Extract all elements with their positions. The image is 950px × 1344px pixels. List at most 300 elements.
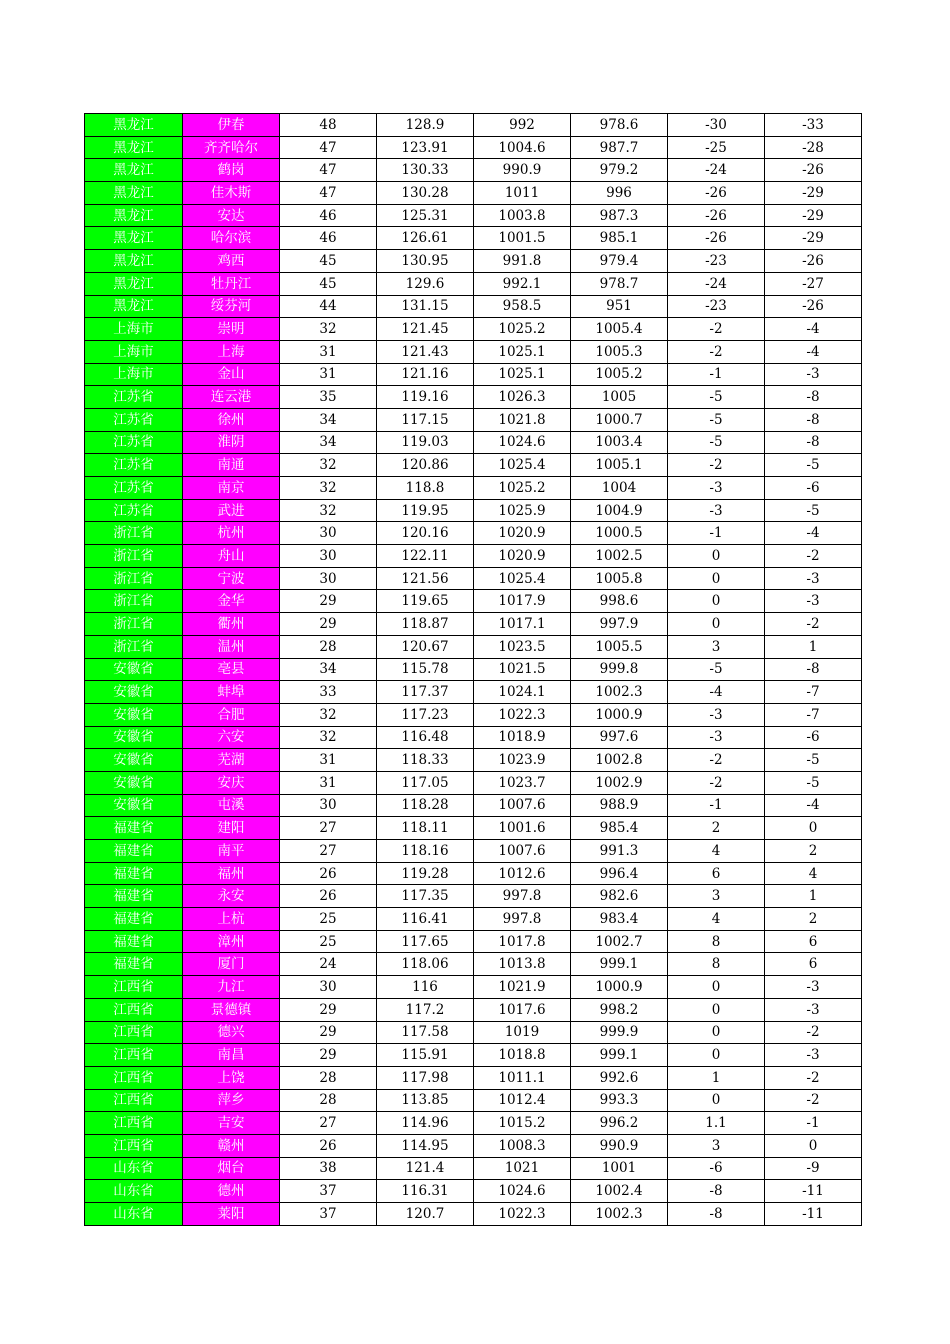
latitude-cell: 34 xyxy=(280,431,377,454)
pressure-winter-cell: 1017.1 xyxy=(474,613,571,636)
longitude-cell: 130.28 xyxy=(377,182,474,205)
value-a-cell: -8 xyxy=(668,1203,765,1226)
table-row xyxy=(85,976,862,999)
province-cell: 江苏省 xyxy=(85,477,183,500)
value-a-cell: 0 xyxy=(668,590,765,613)
province-cell: 安徽省 xyxy=(85,749,183,772)
table-row xyxy=(85,635,862,658)
value-b-cell: -4 xyxy=(765,318,862,341)
province-cell: 江苏省 xyxy=(85,454,183,477)
latitude-cell: 38 xyxy=(280,1157,377,1180)
longitude-cell: 117.37 xyxy=(377,681,474,704)
province-cell: 浙江省 xyxy=(85,567,183,590)
latitude-cell: 35 xyxy=(280,386,377,409)
value-a-cell: 1.1 xyxy=(668,1112,765,1135)
value-a-cell: 0 xyxy=(668,613,765,636)
city-cell: 南昌 xyxy=(183,1044,280,1067)
value-b-cell: 0 xyxy=(765,817,862,840)
pressure-winter-cell: 990.9 xyxy=(474,159,571,182)
pressure-winter-cell: 1025.4 xyxy=(474,454,571,477)
city-cell: 蚌埠 xyxy=(183,681,280,704)
value-a-cell: -30 xyxy=(668,114,765,137)
province-cell: 安徽省 xyxy=(85,794,183,817)
pressure-winter-cell: 1020.9 xyxy=(474,545,571,568)
city-cell: 赣州 xyxy=(183,1134,280,1157)
province-cell: 江苏省 xyxy=(85,499,183,522)
value-b-cell: -26 xyxy=(765,250,862,273)
value-a-cell: 0 xyxy=(668,1021,765,1044)
pressure-winter-cell: 992.1 xyxy=(474,272,571,295)
longitude-cell: 119.03 xyxy=(377,431,474,454)
value-b-cell: -8 xyxy=(765,658,862,681)
longitude-cell: 119.65 xyxy=(377,590,474,613)
latitude-cell: 31 xyxy=(280,771,377,794)
longitude-cell: 117.23 xyxy=(377,703,474,726)
value-a-cell: -3 xyxy=(668,499,765,522)
province-cell: 安徽省 xyxy=(85,658,183,681)
pressure-winter-cell: 1007.6 xyxy=(474,840,571,863)
latitude-cell: 24 xyxy=(280,953,377,976)
pressure-summer-cell: 1000.5 xyxy=(571,522,668,545)
longitude-cell: 120.67 xyxy=(377,635,474,658)
pressure-summer-cell: 997.6 xyxy=(571,726,668,749)
province-cell: 福建省 xyxy=(85,953,183,976)
longitude-cell: 116.48 xyxy=(377,726,474,749)
city-cell: 上饶 xyxy=(183,1066,280,1089)
table-row xyxy=(85,136,862,159)
pressure-summer-cell: 1002.9 xyxy=(571,771,668,794)
value-a-cell: -5 xyxy=(668,408,765,431)
value-a-cell: 2 xyxy=(668,817,765,840)
value-b-cell: -5 xyxy=(765,499,862,522)
value-a-cell: -25 xyxy=(668,136,765,159)
province-cell: 江苏省 xyxy=(85,386,183,409)
table-row xyxy=(85,159,862,182)
table-row xyxy=(85,114,862,137)
city-cell: 金华 xyxy=(183,590,280,613)
latitude-cell: 28 xyxy=(280,1066,377,1089)
table-row xyxy=(85,386,862,409)
pressure-winter-cell: 958.5 xyxy=(474,295,571,318)
value-a-cell: -5 xyxy=(668,386,765,409)
longitude-cell: 118.87 xyxy=(377,613,474,636)
pressure-summer-cell: 999.1 xyxy=(571,1044,668,1067)
latitude-cell: 46 xyxy=(280,227,377,250)
latitude-cell: 32 xyxy=(280,726,377,749)
pressure-summer-cell: 1001 xyxy=(571,1157,668,1180)
province-cell: 安徽省 xyxy=(85,681,183,704)
pressure-winter-cell: 1012.6 xyxy=(474,862,571,885)
value-b-cell: 2 xyxy=(765,840,862,863)
latitude-cell: 37 xyxy=(280,1180,377,1203)
city-cell: 鸡西 xyxy=(183,250,280,273)
longitude-cell: 120.86 xyxy=(377,454,474,477)
pressure-winter-cell: 1025.2 xyxy=(474,477,571,500)
table-row xyxy=(85,522,862,545)
value-b-cell: -3 xyxy=(765,363,862,386)
province-cell: 浙江省 xyxy=(85,522,183,545)
city-cell: 福州 xyxy=(183,862,280,885)
longitude-cell: 121.56 xyxy=(377,567,474,590)
pressure-winter-cell: 1023.7 xyxy=(474,771,571,794)
longitude-cell: 118.11 xyxy=(377,817,474,840)
pressure-summer-cell: 982.6 xyxy=(571,885,668,908)
longitude-cell: 131.15 xyxy=(377,295,474,318)
value-a-cell: 3 xyxy=(668,1134,765,1157)
table-row xyxy=(85,499,862,522)
city-cell: 吉安 xyxy=(183,1112,280,1135)
table-row xyxy=(85,1112,862,1135)
city-cell: 宁波 xyxy=(183,567,280,590)
province-cell: 江西省 xyxy=(85,976,183,999)
value-b-cell: -6 xyxy=(765,477,862,500)
pressure-summer-cell: 999.8 xyxy=(571,658,668,681)
table-row xyxy=(85,1066,862,1089)
pressure-winter-cell: 1025.1 xyxy=(474,340,571,363)
value-b-cell: -8 xyxy=(765,431,862,454)
latitude-cell: 31 xyxy=(280,749,377,772)
province-cell: 福建省 xyxy=(85,930,183,953)
city-cell: 南京 xyxy=(183,477,280,500)
value-a-cell: -23 xyxy=(668,295,765,318)
pressure-summer-cell: 979.4 xyxy=(571,250,668,273)
value-b-cell: -2 xyxy=(765,1066,862,1089)
pressure-winter-cell: 1018.8 xyxy=(474,1044,571,1067)
value-a-cell: -2 xyxy=(668,454,765,477)
pressure-winter-cell: 991.8 xyxy=(474,250,571,273)
pressure-summer-cell: 1002.7 xyxy=(571,930,668,953)
pressure-summer-cell: 997.9 xyxy=(571,613,668,636)
city-cell: 漳州 xyxy=(183,930,280,953)
value-b-cell: -11 xyxy=(765,1180,862,1203)
province-cell: 黑龙江 xyxy=(85,295,183,318)
pressure-summer-cell: 998.2 xyxy=(571,998,668,1021)
city-cell: 烟台 xyxy=(183,1157,280,1180)
pressure-summer-cell: 1000.7 xyxy=(571,408,668,431)
value-a-cell: 0 xyxy=(668,545,765,568)
pressure-summer-cell: 996 xyxy=(571,182,668,205)
value-b-cell: 2 xyxy=(765,908,862,931)
value-a-cell: 0 xyxy=(668,976,765,999)
value-b-cell: -3 xyxy=(765,567,862,590)
latitude-cell: 25 xyxy=(280,930,377,953)
province-cell: 山东省 xyxy=(85,1203,183,1226)
city-cell: 上杭 xyxy=(183,908,280,931)
pressure-summer-cell: 996.4 xyxy=(571,862,668,885)
value-a-cell: 8 xyxy=(668,953,765,976)
latitude-cell: 44 xyxy=(280,295,377,318)
pressure-winter-cell: 1021.8 xyxy=(474,408,571,431)
longitude-cell: 121.4 xyxy=(377,1157,474,1180)
pressure-winter-cell: 1021.5 xyxy=(474,658,571,681)
value-b-cell: 4 xyxy=(765,862,862,885)
city-cell: 武进 xyxy=(183,499,280,522)
longitude-cell: 120.16 xyxy=(377,522,474,545)
pressure-winter-cell: 1025.4 xyxy=(474,567,571,590)
latitude-cell: 29 xyxy=(280,613,377,636)
table-row xyxy=(85,703,862,726)
table-row xyxy=(85,590,862,613)
table-row xyxy=(85,658,862,681)
longitude-cell: 118.33 xyxy=(377,749,474,772)
province-cell: 黑龙江 xyxy=(85,136,183,159)
longitude-cell: 117.15 xyxy=(377,408,474,431)
longitude-cell: 122.11 xyxy=(377,545,474,568)
value-a-cell: 1 xyxy=(668,1066,765,1089)
longitude-cell: 117.58 xyxy=(377,1021,474,1044)
city-cell: 连云港 xyxy=(183,386,280,409)
table-row xyxy=(85,885,862,908)
longitude-cell: 121.43 xyxy=(377,340,474,363)
pressure-winter-cell: 1012.4 xyxy=(474,1089,571,1112)
city-cell: 莱阳 xyxy=(183,1203,280,1226)
latitude-cell: 34 xyxy=(280,408,377,431)
latitude-cell: 30 xyxy=(280,794,377,817)
table-row xyxy=(85,363,862,386)
city-cell: 杭州 xyxy=(183,522,280,545)
value-a-cell: 8 xyxy=(668,930,765,953)
pressure-winter-cell: 1017.6 xyxy=(474,998,571,1021)
value-b-cell: -3 xyxy=(765,1044,862,1067)
table-row xyxy=(85,204,862,227)
value-a-cell: -2 xyxy=(668,771,765,794)
pressure-summer-cell: 1002.4 xyxy=(571,1180,668,1203)
latitude-cell: 28 xyxy=(280,635,377,658)
city-cell: 绥芬河 xyxy=(183,295,280,318)
longitude-cell: 116 xyxy=(377,976,474,999)
table-row xyxy=(85,908,862,931)
value-b-cell: -28 xyxy=(765,136,862,159)
value-a-cell: -4 xyxy=(668,681,765,704)
pressure-summer-cell: 1004 xyxy=(571,477,668,500)
pressure-winter-cell: 1004.6 xyxy=(474,136,571,159)
value-a-cell: -24 xyxy=(668,272,765,295)
province-cell: 江西省 xyxy=(85,1066,183,1089)
latitude-cell: 31 xyxy=(280,340,377,363)
latitude-cell: 33 xyxy=(280,681,377,704)
latitude-cell: 25 xyxy=(280,908,377,931)
pressure-summer-cell: 983.4 xyxy=(571,908,668,931)
city-cell: 建阳 xyxy=(183,817,280,840)
city-cell: 佳木斯 xyxy=(183,182,280,205)
pressure-summer-cell: 1005.1 xyxy=(571,454,668,477)
latitude-cell: 32 xyxy=(280,454,377,477)
latitude-cell: 47 xyxy=(280,159,377,182)
value-b-cell: -26 xyxy=(765,159,862,182)
table-row xyxy=(85,817,862,840)
pressure-winter-cell: 1021 xyxy=(474,1157,571,1180)
city-cell: 景德镇 xyxy=(183,998,280,1021)
pressure-winter-cell: 1022.3 xyxy=(474,1203,571,1226)
latitude-cell: 26 xyxy=(280,862,377,885)
pressure-winter-cell: 1021.9 xyxy=(474,976,571,999)
latitude-cell: 27 xyxy=(280,817,377,840)
table-row xyxy=(85,318,862,341)
province-cell: 浙江省 xyxy=(85,635,183,658)
table-row xyxy=(85,794,862,817)
value-b-cell: -26 xyxy=(765,295,862,318)
table-row xyxy=(85,227,862,250)
latitude-cell: 29 xyxy=(280,998,377,1021)
latitude-cell: 29 xyxy=(280,590,377,613)
pressure-summer-cell: 1002.3 xyxy=(571,1203,668,1226)
value-a-cell: -5 xyxy=(668,431,765,454)
latitude-cell: 26 xyxy=(280,1134,377,1157)
province-cell: 上海市 xyxy=(85,318,183,341)
province-cell: 江西省 xyxy=(85,1021,183,1044)
latitude-cell: 45 xyxy=(280,250,377,273)
table-row xyxy=(85,1203,862,1226)
city-cell: 南平 xyxy=(183,840,280,863)
pressure-summer-cell: 1005.5 xyxy=(571,635,668,658)
pressure-winter-cell: 1015.2 xyxy=(474,1112,571,1135)
province-cell: 江西省 xyxy=(85,1044,183,1067)
latitude-cell: 32 xyxy=(280,703,377,726)
city-cell: 合肥 xyxy=(183,703,280,726)
province-cell: 浙江省 xyxy=(85,590,183,613)
table-row xyxy=(85,862,862,885)
province-cell: 江西省 xyxy=(85,998,183,1021)
value-b-cell: -7 xyxy=(765,681,862,704)
table-row xyxy=(85,726,862,749)
pressure-summer-cell: 1000.9 xyxy=(571,976,668,999)
value-a-cell: 4 xyxy=(668,908,765,931)
city-cell: 崇明 xyxy=(183,318,280,341)
value-b-cell: -8 xyxy=(765,386,862,409)
value-a-cell: -6 xyxy=(668,1157,765,1180)
province-cell: 福建省 xyxy=(85,862,183,885)
longitude-cell: 117.2 xyxy=(377,998,474,1021)
longitude-cell: 116.41 xyxy=(377,908,474,931)
pressure-winter-cell: 1011 xyxy=(474,182,571,205)
pressure-winter-cell: 1025.1 xyxy=(474,363,571,386)
longitude-cell: 118.28 xyxy=(377,794,474,817)
pressure-winter-cell: 997.8 xyxy=(474,885,571,908)
province-cell: 福建省 xyxy=(85,840,183,863)
value-b-cell: -2 xyxy=(765,1021,862,1044)
pressure-winter-cell: 1019 xyxy=(474,1021,571,1044)
longitude-cell: 126.61 xyxy=(377,227,474,250)
latitude-cell: 30 xyxy=(280,522,377,545)
city-cell: 舟山 xyxy=(183,545,280,568)
city-cell: 哈尔滨 xyxy=(183,227,280,250)
pressure-summer-cell: 999.9 xyxy=(571,1021,668,1044)
table-row xyxy=(85,1157,862,1180)
pressure-summer-cell: 951 xyxy=(571,295,668,318)
province-cell: 安徽省 xyxy=(85,703,183,726)
value-b-cell: 0 xyxy=(765,1134,862,1157)
pressure-winter-cell: 1024.6 xyxy=(474,431,571,454)
value-b-cell: -5 xyxy=(765,749,862,772)
latitude-cell: 27 xyxy=(280,840,377,863)
latitude-cell: 29 xyxy=(280,1021,377,1044)
province-cell: 黑龙江 xyxy=(85,159,183,182)
longitude-cell: 119.95 xyxy=(377,499,474,522)
latitude-cell: 34 xyxy=(280,658,377,681)
table-row xyxy=(85,930,862,953)
city-cell: 亳县 xyxy=(183,658,280,681)
latitude-cell: 47 xyxy=(280,182,377,205)
table-body xyxy=(85,114,862,1226)
value-a-cell: -23 xyxy=(668,250,765,273)
pressure-summer-cell: 1002.8 xyxy=(571,749,668,772)
pressure-winter-cell: 997.8 xyxy=(474,908,571,931)
province-cell: 黑龙江 xyxy=(85,204,183,227)
longitude-cell: 114.95 xyxy=(377,1134,474,1157)
value-a-cell: 4 xyxy=(668,840,765,863)
longitude-cell: 121.45 xyxy=(377,318,474,341)
pressure-summer-cell: 1005.4 xyxy=(571,318,668,341)
city-cell: 芜湖 xyxy=(183,749,280,772)
table-row xyxy=(85,1134,862,1157)
latitude-cell: 32 xyxy=(280,477,377,500)
province-cell: 安徽省 xyxy=(85,726,183,749)
table-row xyxy=(85,613,862,636)
value-a-cell: -26 xyxy=(668,204,765,227)
value-a-cell: 3 xyxy=(668,635,765,658)
value-b-cell: -9 xyxy=(765,1157,862,1180)
province-cell: 福建省 xyxy=(85,885,183,908)
city-cell: 伊春 xyxy=(183,114,280,137)
table-row xyxy=(85,1089,862,1112)
city-cell: 温州 xyxy=(183,635,280,658)
longitude-cell: 118.8 xyxy=(377,477,474,500)
province-cell: 山东省 xyxy=(85,1157,183,1180)
table-row xyxy=(85,272,862,295)
value-b-cell: -7 xyxy=(765,703,862,726)
city-cell: 金山 xyxy=(183,363,280,386)
value-a-cell: -3 xyxy=(668,703,765,726)
city-cell: 齐齐哈尔 xyxy=(183,136,280,159)
latitude-cell: 30 xyxy=(280,545,377,568)
longitude-cell: 130.33 xyxy=(377,159,474,182)
table-row xyxy=(85,998,862,1021)
pressure-summer-cell: 993.3 xyxy=(571,1089,668,1112)
value-b-cell: -3 xyxy=(765,976,862,999)
table-row xyxy=(85,545,862,568)
longitude-cell: 125.31 xyxy=(377,204,474,227)
longitude-cell: 114.96 xyxy=(377,1112,474,1135)
table-row xyxy=(85,431,862,454)
city-cell: 淮阴 xyxy=(183,431,280,454)
value-a-cell: -1 xyxy=(668,794,765,817)
value-b-cell: -3 xyxy=(765,998,862,1021)
pressure-winter-cell: 1001.6 xyxy=(474,817,571,840)
table-row xyxy=(85,295,862,318)
value-b-cell: 6 xyxy=(765,953,862,976)
value-b-cell: -11 xyxy=(765,1203,862,1226)
value-a-cell: -2 xyxy=(668,340,765,363)
province-cell: 江苏省 xyxy=(85,408,183,431)
pressure-winter-cell: 1011.1 xyxy=(474,1066,571,1089)
latitude-cell: 48 xyxy=(280,114,377,137)
city-cell: 衢州 xyxy=(183,613,280,636)
pressure-winter-cell: 1007.6 xyxy=(474,794,571,817)
latitude-cell: 30 xyxy=(280,567,377,590)
latitude-cell: 28 xyxy=(280,1089,377,1112)
city-cell: 安达 xyxy=(183,204,280,227)
value-a-cell: -2 xyxy=(668,749,765,772)
table-row xyxy=(85,953,862,976)
table-row xyxy=(85,1021,862,1044)
table-row xyxy=(85,340,862,363)
pressure-summer-cell: 1005.2 xyxy=(571,363,668,386)
province-cell: 江西省 xyxy=(85,1134,183,1157)
latitude-cell: 37 xyxy=(280,1203,377,1226)
table-row xyxy=(85,408,862,431)
table-row xyxy=(85,250,862,273)
longitude-cell: 117.35 xyxy=(377,885,474,908)
